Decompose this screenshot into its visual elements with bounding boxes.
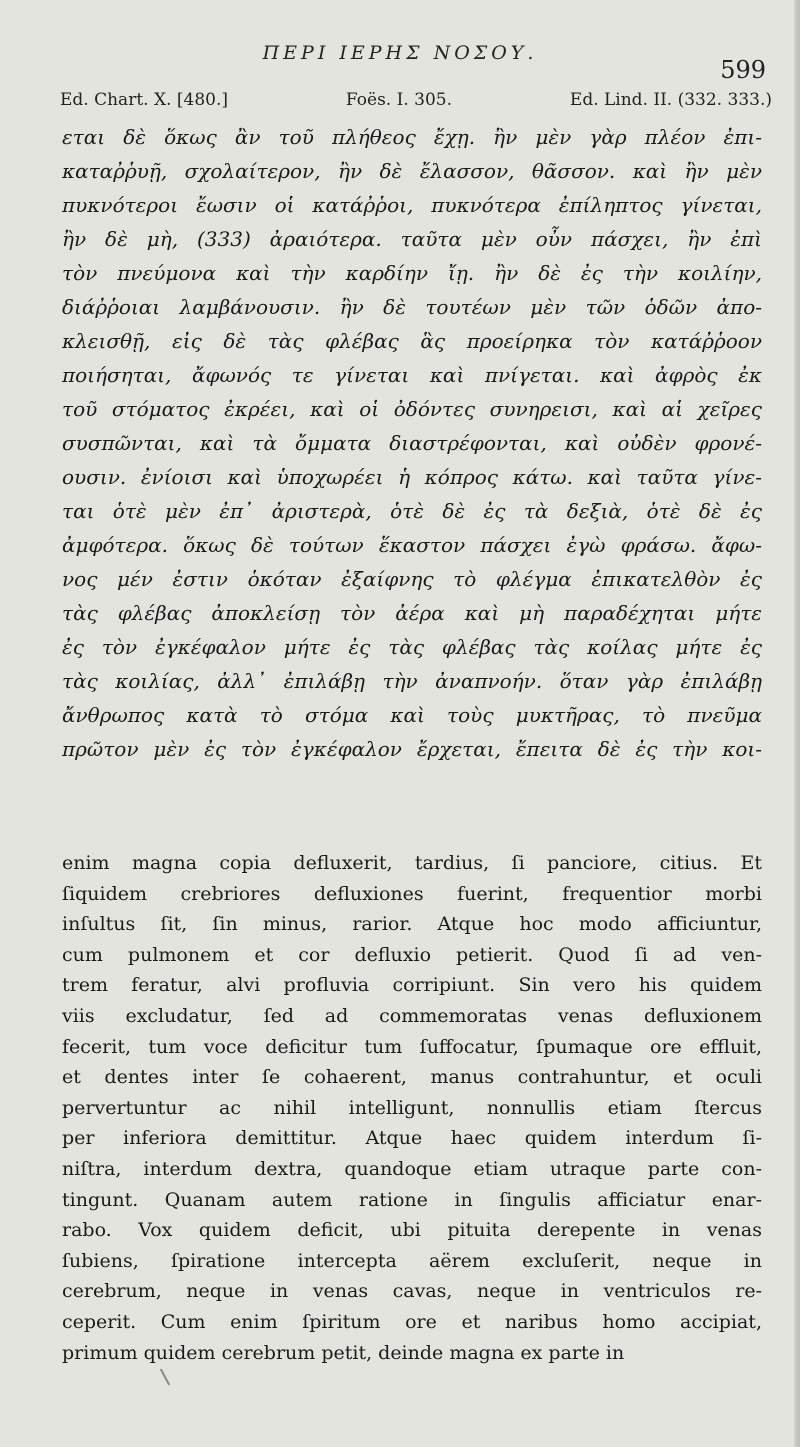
running-head: ΠΕΡΙ ΙΕΡΗΣ ΝΟΣΟΥ. (262, 42, 538, 64)
latin-line: et dentes inter ſe cohaerent, manus contrahuntur, et oculi (62, 1066, 762, 1089)
greek-line: ουσιν. ἐνίοισι καὶ ὑποχωρέει ἡ κόπρος κάτω. καὶ ταῦτα γίνε- (62, 465, 762, 489)
page-number: 599 (720, 56, 766, 84)
latin-line: niſtra, interdum dextra, quandoque etiam utraque parte con- (62, 1157, 762, 1180)
greek-line: τὸν πνεύμονα καὶ τὴν καρδίην ἴῃ. ἢν δὲ ἐς τὴν κοιλίην, (62, 261, 762, 285)
latin-line: primum quidem cerebrum petit, deinde magna ex parte in (62, 1341, 625, 1364)
greek-line: ἄνθρωπος κατὰ τὸ στόμα καὶ τοὺς μυκτῆρας, τὸ πνεῦμα (62, 703, 762, 727)
greek-line: τοῦ στόματος ἐκρέει, καὶ οἱ ὀδόντες συνηρεισι, καὶ αἱ χεῖρες (62, 397, 762, 421)
latin-line: per inferiora demittitur. Atque haec quidem interdum ſi- (62, 1127, 762, 1150)
edition-ref-chartier: Ed. Chart. X. [480.] (60, 90, 228, 110)
greek-line: τὰς φλέβας ἀποκλείσῃ τὸν ἀέρα καὶ μὴ παραδέχηται μήτε (62, 601, 762, 625)
greek-line: συσπῶνται, καὶ τὰ ὄμματα διαστρέφονται, καὶ οὐδὲν φρονέ- (62, 431, 762, 455)
edition-ref-foes: Foës. I. 305. (345, 90, 452, 110)
latin-line: tingunt. Quanam autem ratione in ſingulis afficiatur enar- (62, 1188, 762, 1211)
latin-line: ceperit. Cum enim ſpiritum ore et naribus homo accipiat, (62, 1310, 762, 1333)
greek-line: διάῤῥοιαι λαμβάνουσιν. ἢν δὲ τουτέων μὲν τῶν ὁδῶν ἀπο- (62, 295, 762, 319)
page-edge-shadow (794, 0, 800, 1447)
greek-line: ἢν δὲ μὴ, (333) ἀραιότερα. ταῦτα μὲν οὖν πάσχει, ἢν ἐπὶ (62, 227, 762, 251)
greek-line: ἀμφότερα. ὅκως δὲ τούτων ἕκαστον πάσχει ἐγὼ φράσω. ἄφω- (62, 533, 762, 557)
greek-line: πρῶτον μὲν ἐς τὸν ἐγκέφαλον ἔρχεται, ἔπειτα δὲ ἐς τὴν κοι- (62, 737, 762, 761)
latin-line: ſubiens, ſpiratione intercepta aërem excluſerit, neque in (62, 1249, 762, 1272)
greek-line: καταῤῥυῇ, σχολαίτερον, ἢν δὲ ἔλασσον, θᾶσσον. καὶ ἢν μὲν (62, 159, 762, 183)
latin-line: viis excludatur, ſed ad commemoratas venas defluxionem (62, 1004, 762, 1027)
greek-line: ται ὁτὲ μὲν ἐπ᾽ ἀριστερὰ, ὁτὲ δὲ ἐς τὰ δεξιὰ, ὁτὲ δὲ ἐς (62, 499, 762, 523)
edition-references (60, 90, 772, 110)
latin-line: fecerit, tum voce deficitur tum ſuffocatur, ſpumaque ore effluit, (62, 1035, 762, 1058)
latin-line: ſiquidem crebriores defluxiones fuerint, frequentior morbi (62, 882, 762, 905)
latin-line: enim magna copia defluxerit, tardius, ſi panciore, citius. Et (62, 852, 762, 874)
latin-line: trem feratur, alvi profluvia corripiunt. Sin vero his quidem (62, 974, 762, 997)
latin-line: cerebrum, neque in venas cavas, neque in ventriculos re- (62, 1280, 762, 1303)
greek-line: εται δὲ ὅκως ἂν τοῦ πλήθεος ἔχῃ. ἢν μὲν γὰρ πλέον ἐπι- (62, 125, 762, 149)
greek-line: ἐς τὸν ἐγκέφαλον μήτε ἐς τὰς φλέβας τὰς κοίλας μήτε ἐς (62, 635, 762, 659)
latin-translation-block (62, 848, 762, 1368)
greek-line: πυκνότεροι ἔωσιν οἱ κατάῤῥοι, πυκνότερα ἐπίληπτος γίνεται, (62, 193, 762, 217)
latin-line: inſultus ſit, ſin minus, rarior. Atque hoc modo afficiuntur, (62, 913, 762, 936)
greek-text-block (62, 120, 762, 766)
latin-line: cum pulmonem et cor defluxio petierit. Quod ſi ad ven- (62, 943, 762, 966)
ink-speck (160, 1369, 170, 1386)
greek-line: κλεισθῇ, εἰς δὲ τὰς φλέβας ἃς προείρηκα τὸν κατάῤῥοον (62, 329, 762, 353)
latin-line: rabo. Vox quidem deficit, ubi pituita derepente in venas (62, 1219, 762, 1242)
edition-ref-linden: Ed. Lind. II. (332. 333.) (569, 90, 772, 110)
greek-line: νος μέν ἐστιν ὁκόταν ἐξαίφνης τὸ φλέγμα ἐπικατελθὸν ἐς (62, 567, 762, 591)
greek-line: τὰς κοιλίας, ἀλλ᾽ ἐπιλάβῃ τὴν ἀναπνοήν. ὅταν γὰρ ἐπιλάβῃ (62, 669, 762, 693)
latin-line: pervertuntur ac nihil intelligunt, nonnullis etiam ſtercus (62, 1096, 762, 1119)
greek-line: ποιήσηται, ἄφωνός τε γίνεται καὶ πνίγεται. καὶ ἀφρὸς ἐκ (62, 363, 762, 387)
